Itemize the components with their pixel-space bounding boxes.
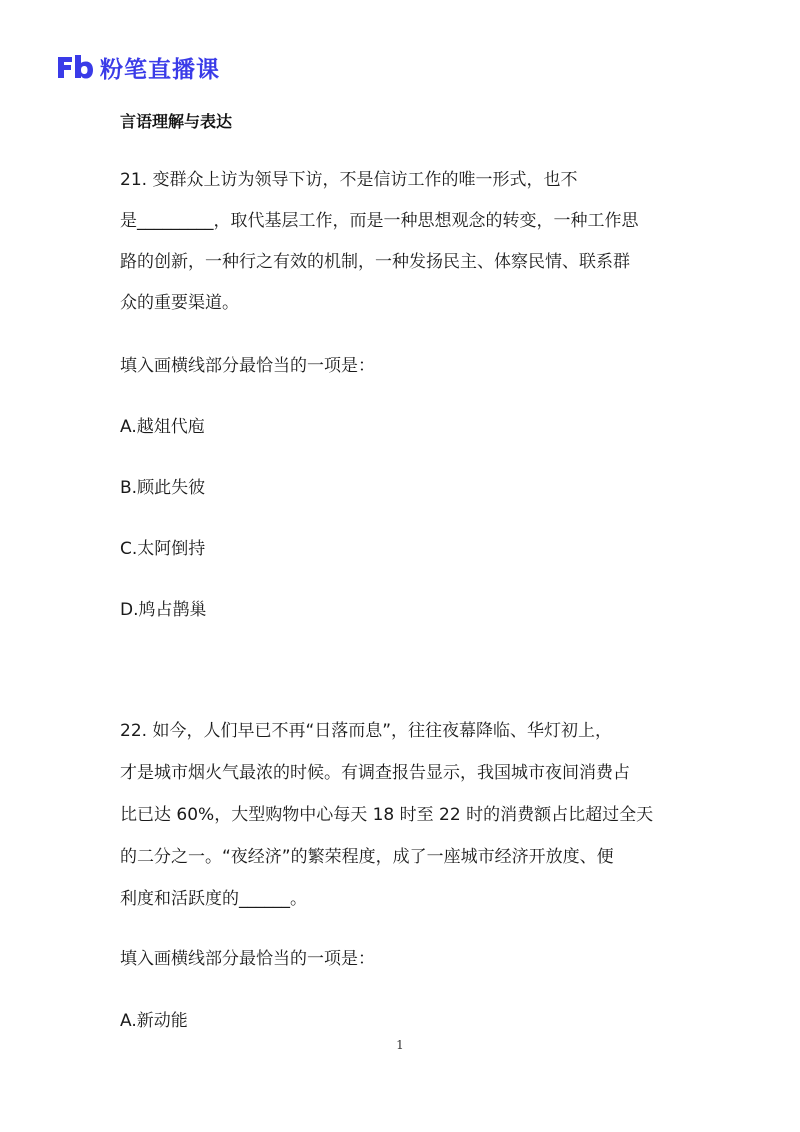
brand-logo [56,52,220,82]
question-22-prompt: 填入画横线部分最恰当的一项是： [120,949,375,969]
question-21-line-4: 众的重要渠道。 [120,293,239,313]
fb-logo-icon [56,53,94,81]
question-21-option-b: B.顾此失彼 [120,478,206,498]
question-22-line-2: 才是城市烟火气最浓的时候。有调查报告显示，我国城市夜间消费占 [120,763,630,783]
question-21-option-c: C.太阿倒持 [120,539,206,559]
question-22-option-a: A.新动能 [120,1011,188,1031]
question-22-line-1: 22. 如今，人们早已不再“日落而息”，往往夜幕降临、华灯初上， [120,721,613,741]
question-21-line-3: 路的创新，一种行之有效的机制，一种发扬民主、体察民情、联系群 [120,252,630,272]
question-21-line-2: 是_________，取代基层工作，而是一种思想观念的转变，一种工作思 [120,211,639,231]
question-21-option-d: D.鸠占鹊巢 [120,600,207,620]
question-22-line-5: 利度和活跃度的______。 [120,889,307,909]
page-number: 1 [396,1038,404,1052]
logo-text: 粉笔直播课 [100,56,220,83]
question-22-line-3: 比已达 60%，大型购物中心每天 18 时至 22 时的消费额占比超过全天 [120,805,654,825]
section-title: 言语理解与表达 [120,112,233,131]
question-21-option-a: A.越俎代庖 [120,417,205,437]
question-22-line-4: 的二分之一。“夜经济”的繁荣程度，成了一座城市经济开放度、便 [120,847,614,867]
question-21-prompt: 填入画横线部分最恰当的一项是： [120,356,375,376]
question-21-line-1: 21. 变群众上访为领导下访，不是信访工作的唯一形式，也不 [120,170,578,190]
